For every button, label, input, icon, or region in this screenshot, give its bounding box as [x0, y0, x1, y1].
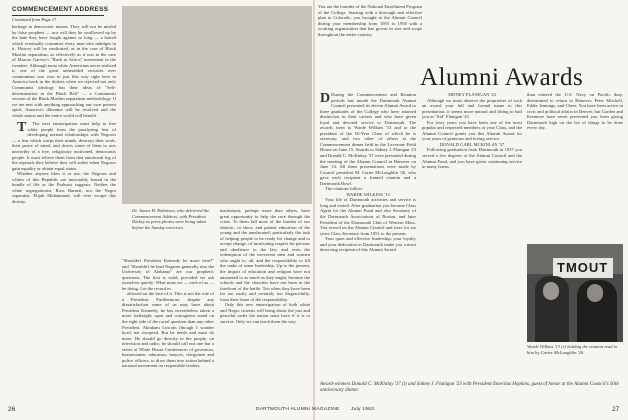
continued-note: Continued from Page 17 — [12, 17, 57, 22]
paragraph: Following graduation from Dartmouth in 1937 you served a few degrees of the Alumni Council and the Alumni Fund, and you have given continuing service in many forms. — [422, 147, 522, 170]
header-rule — [12, 15, 104, 16]
right-column-1-top — [318, 4, 422, 88]
paragraph: than entered the U.S. Navy on Pacific duty, determined to return to Hanover, Peter Mitchell, Eddie Jennings, and Cheer. You have been active in civic and political affairs in Denver, but Garden and Kenmore have never prevented you from giving Dartmouth high on the list of things to be done every day. — [527, 92, 623, 131]
paragraph-text: The next emancipation must help to free white people from the paralyzing fear of developing normal relationships with Negroes — a fear which warps their minds, destroys their souls, their peace of mind, and drives some of them to acts unworthy of a free, religiously motivated, democratic people. It must relieve them from that emotional fog of the reprisals they believe they will suffer when Negroes gain equality or obtain equal status. — [12, 121, 116, 171]
section-header: COMMENCEMENT ADDRESS — [12, 6, 109, 13]
paragraph: allowed on the face of it. This is not the role of a President. Furthermore, despite any dissatisfaction some of us may have about President Kennedy, he has nevertheless taken a more forthright, open and courageous stand on the right side of the racial question than any other President. Abraham Lincoln (though I wonder how) not excepted. But he needs and must do more. He should go directly to the people, on television and radio; he should call not one but a series of White House Conferences of governors, businessmen, educators, mayors, clergymen and police officers, to draw them into action behind a national movement on responsible leaders. — [122, 291, 214, 369]
paragraph: "Shouldn't President Kennedy be more firm?" and "Shouldn't he lead Negroes generally into the University of Alabama" are our prophetic questions. The first is valid, provided we ask ourselves quietly: What must we — each of us — be doing. Let the record in — [122, 258, 214, 291]
spacer — [122, 208, 130, 209]
drop-cap: D — [320, 92, 331, 106]
paragraph: Whether anyone likes it or not, the Negroes and whites of this Republic are inexorably bound in the bundle of life as the Psalmist suggests. Neither the white segregationist, Ross Barnett, nor the Negro separatist, Elijah Muhammad, will ever escape this destiny. — [12, 171, 116, 204]
paragraph: heritage in democratic means. They will not be misled by false prophets — nor will they be swallowed up by the hate they have fought against so long — a hatred which eventually consumes every man who indulges in it. History will be vindicated, as in the case of Black Muslim separatism, as effectively as it was in the case of Marcus Garvey's "Back to Africa" movement in the twenties. Although most white Americans never realized it, one of the great unheralded victories over communism was won in just this way right here in America back in the thirties when we rejected not only Communist ideology but their ideas of "Self-determination in the Black Belt" — a Communist version of the Black Muslim separatism methodology. If we are met with anything approaching our own present spirit, America's dilemma will be resolved and the whole nation and the entire world will benefit. — [12, 24, 116, 118]
wilkins-photo — [527, 244, 623, 342]
award-winners-caption: Award-winners Donald C. McKinlay '37 (l) and Sidney J. Flanigan '23 with President Emeritus Hopkins, guest of honor at the Alumni Council's 50th anniversary dinner. — [320, 382, 619, 393]
right-column-2 — [422, 92, 522, 378]
footer-masthead — [200, 407, 430, 412]
photo-face-left — [543, 282, 559, 300]
left-page — [0, 0, 313, 420]
paragraph: The citations follow: — [325, 186, 364, 192]
paragraph: Although we must observe the proprieties of such an award your full and formal name to this presentation, it seems more natural and fitting to hail you as "Sid" Flanigan '23. — [422, 97, 522, 120]
paragraph: Your life of Dartmouth activities and service is long and varied. After graduation you became Class Agent for the Alumni Fund and also Secretary of the Dartmouth Associations of Boston, and later President of the Dartmouth Club of Western Mass. You served on the Alumni Council and were for six years Class Secretary from 1951 to the present. — [320, 197, 416, 236]
left-folio: 26 — [8, 406, 16, 413]
paragraph — [12, 121, 116, 171]
article-title: Alumni Awards — [420, 64, 584, 91]
magazine-name: DARTMOUTH ALUMNI MAGAZINE — [255, 407, 340, 412]
paragraph: For forty years you have been one of the most popular and respected members of your Class, and the Alumni Council grants you this Alumni Award for your years of generous and loving service. — [422, 119, 522, 142]
sign-text: TMOUT — [557, 260, 609, 275]
photo-face-right — [587, 284, 603, 302]
paragraph: Your quiet and effective leadership, your loyalty and your dedication to Dartmouth make you a most deserving recipient of this Alumni Award. — [320, 236, 416, 253]
paragraph-text: During the Commencement and Reunion periods last month the Dartmouth Alumni Council presented its eleven Alumni Award to three graduates of the College who have attained distinction in their careers and who have given loyal and devoted service to Dartmouth. The awards went to Warde Wilkins '13 and to the president of the 50-Year Class of which he is secretary, and two other of others at the Commencement dinner held in the Leverone Field House on June 15. Awards to Sidney J. Flanigan '23 and Donald C. McKinlay '37 were presented during the meeting of the Alumni Council in Hanover on June 14. All three presentations were made by Council president M. Carter McLaughlin '26, who gave each recipient a framed citation and a Dartmouth Bowl. — [320, 92, 416, 186]
photo-caption: Dr. James H. Robinson, who delivered the Commencement Address, with President Dickey as press photos were being taken before the Sunday exercises. — [132, 208, 210, 230]
right-column-3 — [527, 92, 623, 240]
commencement-photo — [122, 6, 312, 204]
photo-sign — [553, 258, 613, 278]
wilkins-photo-caption: Warde Wilkins '13 (r) holding the citation read to him by Carter McLaughlin '26. — [527, 344, 618, 355]
right-column-1 — [320, 92, 416, 378]
paragraph — [320, 92, 416, 186]
subhead-mckinlay: DONALD CARL MCKINLAY '37 — [439, 141, 505, 147]
subhead-flanigan: SIDNEY FLANIGAN '23 — [448, 92, 496, 97]
paragraph: institutions, perhaps more than others, have great opportunity to help the race through the crisis. To them fall most of the burden of our rhetoric, to show, and patient education of the young and the uneducated; particularly the task of helping people to be ready for change and to accept change, of inculcating respect for persons and obedience to the law, and even the redemption of the irreverent men and women who ought to, all, and the responsibility to fill the ranks of some leadership. Up to the present, the impact of education and religion have not amounted to as much as they might, because the schools and the churches have not been in the forefront of the battle. Too often they have been far too easily and certainly too disgracefully, from their share of the responsibility. — [220, 208, 310, 302]
drop-cap: T — [17, 120, 27, 136]
paragraph: You are the founder of the National Enrollment Program of the College. Starting with a thorough and effective plan in Colorado, you brought to the Alumni Council during your membership from 1955 to 1958 with a working organization that has grown in size and scope throughout the entire country. — [318, 4, 422, 37]
issue-date: July 1963 — [350, 407, 375, 412]
left-column-2 — [122, 258, 214, 402]
left-column-3 — [220, 208, 310, 402]
right-folio: 27 — [612, 406, 620, 413]
subhead-wilkins: WARDE WILKINS '13 — [346, 191, 390, 197]
left-column-1 — [12, 24, 116, 402]
paragraph: Only this new emancipation of both white and Negro citizens will bring about the just and peaceful order the nation must have if it is to survive. Only we can teach them the way. — [220, 302, 310, 324]
